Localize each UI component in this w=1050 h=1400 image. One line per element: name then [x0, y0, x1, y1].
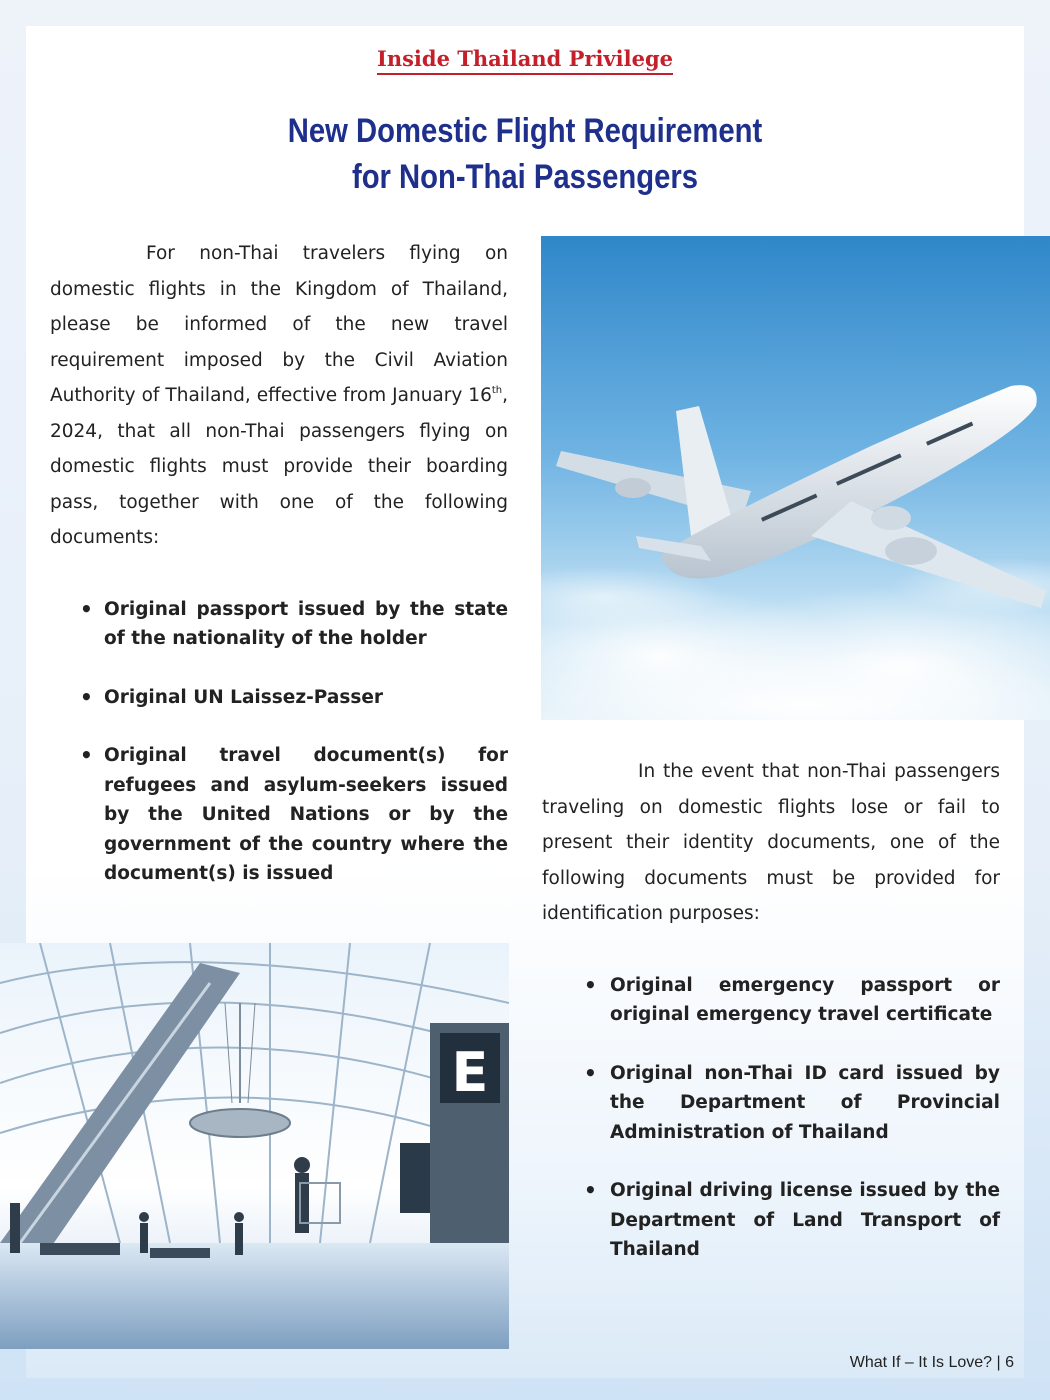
page-footer: What If – It Is Love? | 6 [849, 1354, 1014, 1371]
lost-documents-paragraph: In the event that non-Thai passengers traveling on domestic flights lose or fail to present their identity documents, one of the following documents must be provided for identification purposes: [542, 761, 1000, 924]
alternative-documents-list [542, 971, 1000, 1265]
intro-paragraph: For non-Thai travelers flying on domestic flights in the Kingdom of Thailand, please be informed of the new travel requirement imposed by the Civil Aviation Authority of Thailand, effective from January 16th, 2024, that all non-Thai passengers flying on domestic flights must provide their boarding pass, together with one of the following documents: [50, 243, 508, 548]
right-column [542, 754, 1000, 1265]
airplane-photo [541, 236, 1050, 720]
list-item: • Original emergency passport or original emergency travel certificate [542, 971, 1000, 1030]
terminal-sign-letter: E [451, 1041, 489, 1104]
section-kicker: Inside Thailand Privilege [0, 46, 1050, 75]
list-item: • Original travel document(s) for refugees and asylum-seekers issued by the United Nations or by the government of the country where the document(s) is issued [0, 741, 508, 889]
list-item: • Original driving license issued by the Department of Land Transport of Thailand [542, 1176, 1000, 1265]
page-title-line-1: New Domestic Flight Requirement [287, 112, 763, 150]
page-title [74, 108, 977, 200]
airport-terminal-photo [0, 943, 509, 1349]
left-column [50, 236, 508, 889]
list-item: • Original non-Thai ID card issued by the Department of Provincial Administration of Thailand [542, 1059, 1000, 1148]
page-title-line-2: for Non-Thai Passengers [351, 158, 699, 196]
required-documents-list [50, 595, 508, 889]
list-item: • Original UN Laissez-Passer [0, 683, 508, 713]
list-item: • Original passport issued by the state of the nationality of the holder [0, 595, 508, 654]
